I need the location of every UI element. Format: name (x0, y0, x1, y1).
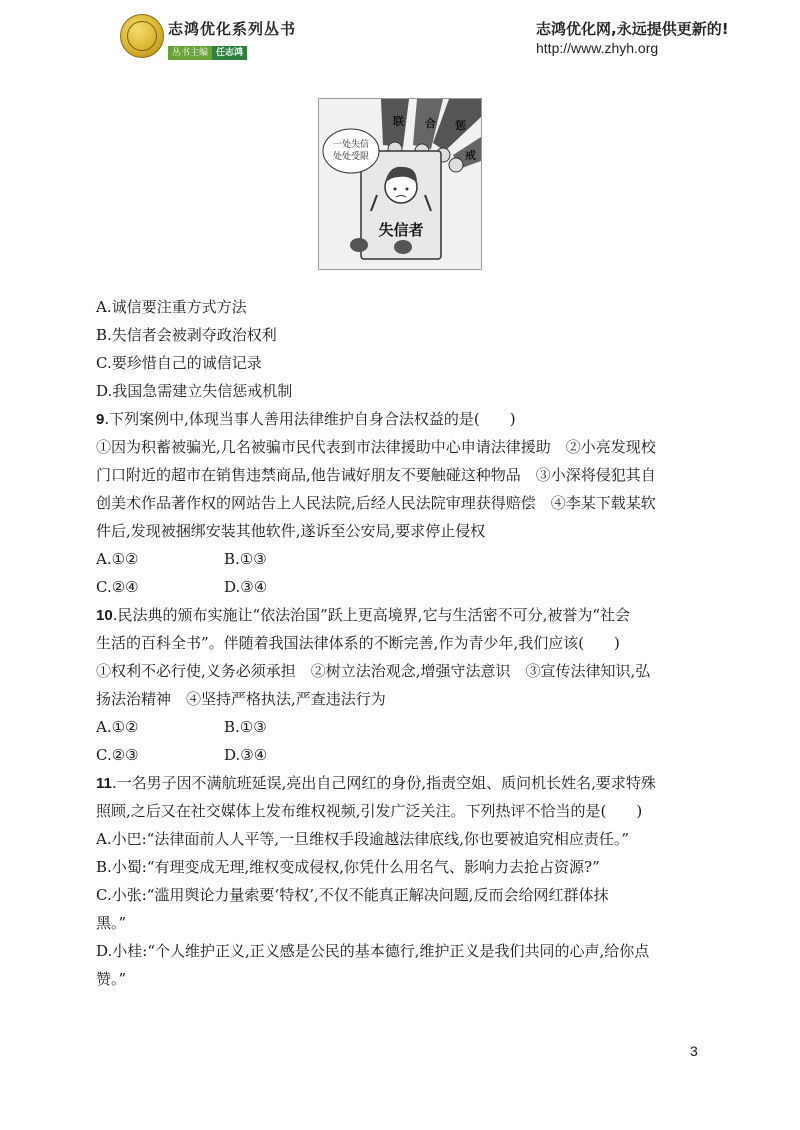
editor-label: 丛书主编 (168, 46, 212, 60)
q10-number: 10 (96, 607, 113, 624)
q11-number: 11 (96, 775, 112, 792)
q10-line: 生活的百科全书”。伴随着我国法律体系的不断完善,作为青少年,我们应该( ) (96, 634, 620, 652)
q9-options-row-1 (96, 545, 706, 573)
q9-stem-text: .下列案例中,体现当事人善用法律维护自身合法权益的是( ) (104, 410, 516, 428)
q11-option-d-cont: 赞。” (96, 970, 127, 988)
sleeve-char-3: 惩 (455, 119, 466, 132)
q11-stem (96, 769, 706, 797)
q10-option-b: B.①③ (224, 718, 267, 736)
q10-line: 扬法治精神 ④坚持严格执法,严查违法行为 (96, 690, 386, 708)
q8-option-a: A.诚信要注重方式方法 (96, 298, 247, 316)
q11-line: 照顾,之后又在社交媒体上发布维权视频,引发广泛关注。下列热评不恰当的是( ) (96, 802, 643, 820)
q8-option-d: D.我国急需建立失信惩戒机制 (96, 382, 293, 400)
page-number: 3 (690, 1043, 698, 1059)
q10-options-row-2 (96, 741, 706, 769)
q9-option-a: A.①② (96, 550, 139, 568)
editor-name: 任志鸿 (212, 46, 247, 60)
q11-stem-text: .一名男子因不满航班延误,亮出自己网红的身份,指责空姐、质问机长姓名,要求特殊 (111, 774, 656, 792)
q11-option-a: A.小巴:“法律面前人人平等,一旦维权手段逾越法律底线,你也要被追究相应责任。” (96, 830, 630, 848)
site-slogan: 志鸿优化网,永远提供更新的! (536, 20, 729, 38)
board-label: 失信者 (378, 221, 424, 239)
sleeve-char-4: 戒 (465, 149, 476, 162)
q9-option-b: B.①③ (224, 550, 267, 568)
q10-option-c: C.②③ (96, 746, 139, 764)
speech-line-2: 处处受限 (332, 152, 370, 162)
q9-line: ①因为积蓄被骗光,几名被骗市民代表到市法律援助中心申请法律援助 ②小亮发现校 (96, 438, 656, 456)
q10-stem (96, 601, 706, 629)
series-title: 志鸿优化系列丛书 (168, 20, 297, 38)
q8-option-c: C.要珍惜自己的诚信记录 (96, 354, 262, 372)
cartoon-illustration (318, 98, 482, 270)
q10-option-d: D.③④ (224, 746, 268, 764)
q9-line: 创美术作品著作权的网站告上人民法院,后经人民法院审理获得赔偿 ④李某下载某软 (96, 494, 656, 512)
q9-option-c: C.②④ (96, 578, 139, 596)
cartoon-svg (319, 99, 481, 269)
q9-line: 门口附近的超市在销售违禁商品,他告诫好朋友不要触碰这种物品 ③小深将侵犯其自 (96, 466, 656, 484)
sleeve-char-2: 合 (425, 117, 436, 130)
editor-credit (168, 40, 247, 58)
q10-stem-text: .民法典的颁布实施让“依法治国”跃上更高境界,它与生活密不可分,被誉为“社会 (112, 606, 631, 624)
q10-option-a: A.①② (96, 718, 139, 736)
q10-options-row-1 (96, 713, 706, 741)
q11-option-b: B.小蜀:“有理变成无理,维权变成侵权,你凭什么用名气、影响力去抢占资源?” (96, 858, 600, 876)
q11-option-d: D.小桂:“个人维护正义,正义感是公民的基本德行,维护正义是我们共同的心声,给你点 (96, 942, 650, 960)
q10-line: ①权利不必行使,义务必须承担 ②树立法治观念,增强守法意识 ③宣传法律知识,弘 (96, 662, 651, 680)
zhihong-coin-logo-icon (120, 14, 164, 58)
q9-number: 9 (96, 411, 105, 428)
q9-line: 件后,发现被捆绑安装其他软件,遂诉至公安局,要求停止侵权 (96, 522, 486, 540)
q9-options-row-2 (96, 573, 706, 601)
q9-option-d: D.③④ (224, 578, 268, 596)
q11-option-c-cont: 黑。” (96, 914, 127, 932)
q8-option-b: B.失信者会被剥夺政治权利 (96, 326, 277, 344)
sleeve-char-1: 联 (393, 115, 404, 128)
page-header (0, 0, 800, 70)
q11-option-c: C.小张:“滥用舆论力量索要‘特权’,不仅不能真正解决问题,反而会给网红群体抹 (96, 886, 609, 904)
q9-stem (96, 405, 706, 433)
question-content (96, 293, 706, 993)
speech-line-1: 一处失信 (332, 140, 370, 150)
site-url[interactable]: http://www.zhyh.org (536, 40, 659, 56)
